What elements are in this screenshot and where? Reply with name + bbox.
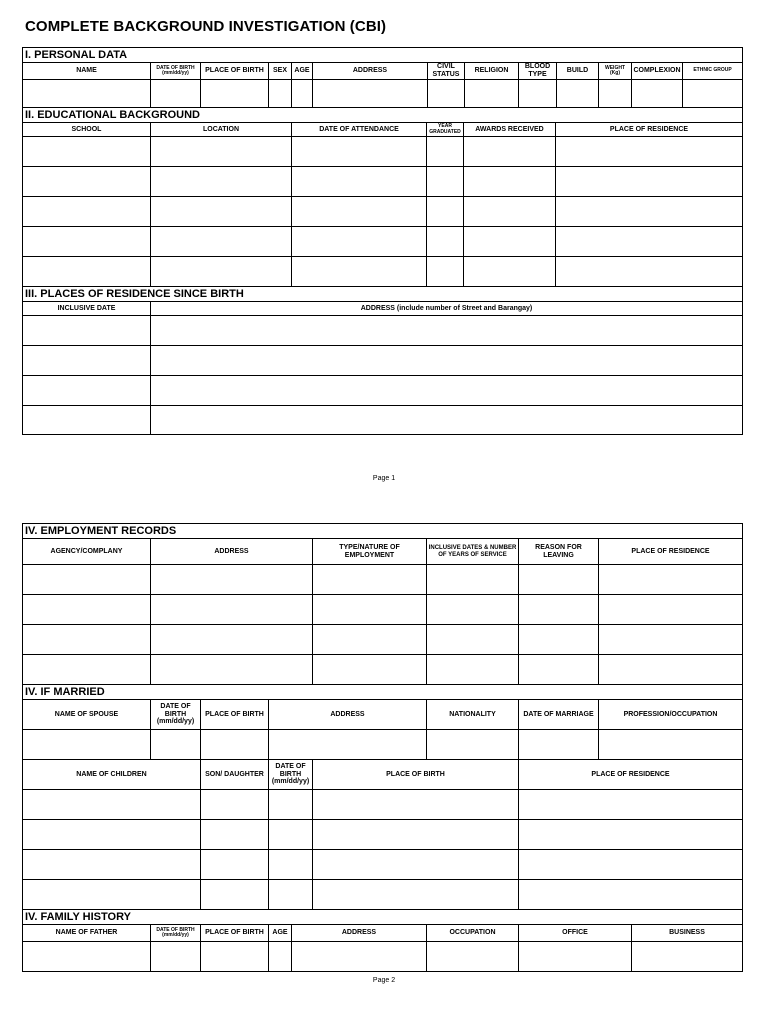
col-place-of-birth: PLACE OF BIRTH <box>201 63 269 79</box>
reason-field[interactable] <box>519 625 599 654</box>
residence-field[interactable] <box>556 137 742 166</box>
spouse-dob-field[interactable] <box>151 730 201 759</box>
col-father-occupation: OCCUPATION <box>427 925 519 941</box>
col-dob: DATE OF BIRTH (mm/dd/yy) <box>151 63 201 79</box>
residence-row <box>23 376 742 406</box>
residence-field[interactable] <box>556 257 742 286</box>
religion-field[interactable] <box>465 80 519 107</box>
col-spouse-address: ADDRESS <box>269 700 427 729</box>
year-graduated-field[interactable] <box>427 137 464 166</box>
col-name-of-spouse: NAME OF SPOUSE <box>23 700 151 729</box>
father-address-field[interactable] <box>292 942 427 971</box>
col-religion: RELIGION <box>465 63 519 79</box>
spouse-address-field[interactable] <box>269 730 427 759</box>
employment-type-field[interactable] <box>313 595 427 624</box>
col-place-of-residence: PLACE OF RESIDENCE <box>609 125 689 133</box>
employment-residence-field[interactable] <box>599 655 742 684</box>
col-nationality: NATIONALITY <box>427 700 519 729</box>
residence-address-field[interactable] <box>151 376 742 405</box>
section-places-of-residence: III. PLACES OF RESIDENCE SINCE BIRTH <box>23 287 742 302</box>
education-header-row <box>23 123 742 137</box>
year-graduated-field[interactable] <box>427 167 464 196</box>
residence-address-field[interactable] <box>151 406 742 434</box>
child-row <box>23 880 742 910</box>
location-field[interactable] <box>151 167 292 196</box>
location-field[interactable] <box>151 257 292 286</box>
col-father-age: AGE <box>269 925 292 941</box>
col-child-dob: DATE OF BIRTH (mm/dd/yy) <box>269 760 313 789</box>
attendance-field[interactable] <box>292 197 427 226</box>
father-business-field[interactable] <box>632 942 742 971</box>
name-field[interactable] <box>23 80 151 107</box>
reason-field[interactable] <box>519 595 599 624</box>
place-of-birth-field[interactable] <box>201 80 269 107</box>
school-field[interactable] <box>23 227 151 256</box>
section-if-married: IV. IF MARRIED <box>23 685 742 700</box>
child-dob-field[interactable] <box>269 820 313 849</box>
location-field[interactable] <box>151 197 292 226</box>
col-child-place-of-residence: PLACE OF RESIDENCE <box>591 770 670 778</box>
inclusive-date-field[interactable] <box>23 316 151 345</box>
form-title: COMPLETE BACKGROUND INVESTIGATION (CBI) <box>25 18 387 35</box>
section-family-history: IV. FAMILY HISTORY <box>23 910 742 925</box>
col-name: NAME <box>23 63 151 79</box>
employment-address-field[interactable] <box>151 625 313 654</box>
col-age: AGE <box>292 63 313 79</box>
father-place-of-birth-field[interactable] <box>201 942 269 971</box>
page-2-form <box>22 523 743 972</box>
col-father-place-of-birth: PLACE OF BIRTH <box>201 925 269 941</box>
employment-address-field[interactable] <box>151 655 313 684</box>
employment-type-field[interactable] <box>313 655 427 684</box>
location-field[interactable] <box>151 137 292 166</box>
employment-row <box>23 595 742 625</box>
col-reason-for-leaving: REASON FOR LEAVING <box>519 539 599 564</box>
attendance-field[interactable] <box>292 137 427 166</box>
col-employment-residence: PLACE OF RESIDENCE <box>631 547 710 555</box>
inclusive-date-field[interactable] <box>23 346 151 375</box>
agency-field[interactable] <box>23 655 151 684</box>
attendance-field[interactable] <box>292 167 427 196</box>
col-father-office: OFFICE <box>519 925 632 941</box>
col-agency-company: AGENCY/COMPLANY <box>23 539 151 564</box>
child-residence-field[interactable] <box>519 820 742 849</box>
child-row <box>23 790 742 820</box>
attendance-field[interactable] <box>292 227 427 256</box>
col-complexion: COMPLEXION <box>632 63 683 79</box>
col-father-dob: DATE OF BIRTH (mm/dd/yy) <box>151 925 201 941</box>
education-row <box>23 167 742 197</box>
col-address: ADDRESS <box>313 63 428 79</box>
father-office-field[interactable] <box>519 942 632 971</box>
child-row <box>23 820 742 850</box>
complexion-field[interactable] <box>632 80 683 107</box>
employment-type-field[interactable] <box>313 565 427 594</box>
education-row <box>23 257 742 287</box>
col-spouse-place-of-birth: PLACE OF BIRTH <box>201 700 269 729</box>
year-graduated-field[interactable] <box>427 227 464 256</box>
spouse-header-row <box>23 700 742 730</box>
col-blood-type: BLOOD TYPE <box>519 63 557 79</box>
child-name-field[interactable] <box>23 790 201 819</box>
child-name-field[interactable] <box>23 820 201 849</box>
employment-residence-field[interactable] <box>599 595 742 624</box>
child-name-field[interactable] <box>23 850 201 879</box>
age-field[interactable] <box>292 80 313 107</box>
col-school: SCHOOL <box>23 123 151 136</box>
col-location: LOCATION <box>151 123 292 136</box>
father-dob-field[interactable] <box>151 942 201 971</box>
col-son-daughter: SON/ DAUGHTER <box>201 760 269 789</box>
col-awards-received: AWARDS RECEIVED <box>464 123 556 136</box>
child-row <box>23 850 742 880</box>
family-header-row <box>23 925 742 942</box>
son-daughter-field[interactable] <box>201 820 269 849</box>
col-ethnic-group: ETHNIC GROUP <box>693 67 732 74</box>
father-name-field[interactable] <box>23 942 151 971</box>
employment-residence-field[interactable] <box>599 625 742 654</box>
residence-row <box>23 406 742 434</box>
col-date-of-marriage: DATE OF MARRIAGE <box>519 700 599 729</box>
child-residence-field[interactable] <box>519 790 742 819</box>
attendance-field[interactable] <box>292 257 427 286</box>
residence-field[interactable] <box>556 227 742 256</box>
spouse-place-of-birth-field[interactable] <box>201 730 269 759</box>
residence-row <box>23 316 742 346</box>
spouse-row <box>23 730 742 760</box>
col-spouse-dob: DATE OF BIRTH (mm/dd/yy) <box>151 700 201 729</box>
profession-field[interactable] <box>599 730 742 759</box>
father-occupation-field[interactable] <box>427 942 519 971</box>
child-dob-field[interactable] <box>269 850 313 879</box>
employment-type-field[interactable] <box>313 625 427 654</box>
section-personal-data: I. PERSONAL DATA <box>23 48 742 63</box>
year-graduated-field[interactable] <box>427 197 464 226</box>
father-age-field[interactable] <box>269 942 292 971</box>
sex-field[interactable] <box>269 80 292 107</box>
employment-row <box>23 625 742 655</box>
col-name-of-father: NAME OF FATHER <box>23 925 151 941</box>
agency-field[interactable] <box>23 565 151 594</box>
education-row <box>23 197 742 227</box>
son-daughter-field[interactable] <box>201 790 269 819</box>
child-residence-field[interactable] <box>519 880 742 909</box>
awards-field[interactable] <box>464 137 556 166</box>
child-place-of-birth-field[interactable] <box>313 820 519 849</box>
child-dob-field[interactable] <box>269 880 313 909</box>
employment-residence-field[interactable] <box>599 565 742 594</box>
civil-status-field[interactable] <box>428 80 465 107</box>
residence-row <box>23 346 742 376</box>
residence-field[interactable] <box>556 197 742 226</box>
col-name-of-children: NAME OF CHILDREN <box>23 760 201 789</box>
agency-field[interactable] <box>23 595 151 624</box>
ethnic-group-field[interactable] <box>683 80 742 107</box>
awards-field[interactable] <box>464 197 556 226</box>
residence-address-field[interactable] <box>151 316 742 345</box>
school-field[interactable] <box>23 257 151 286</box>
col-year-graduated: YEAR GRADUATED <box>427 123 464 136</box>
family-row <box>23 942 742 971</box>
nationality-field[interactable] <box>427 730 519 759</box>
col-type-of-employment: TYPE/NATURE OF EMPLOYMENT <box>313 539 427 564</box>
son-daughter-field[interactable] <box>201 880 269 909</box>
child-name-field[interactable] <box>23 880 201 909</box>
residence-header-row <box>23 302 742 316</box>
date-of-marriage-field[interactable] <box>519 730 599 759</box>
col-father-address: ADDRESS <box>292 925 427 941</box>
col-employment-address: ADDRESS <box>151 539 313 564</box>
location-field[interactable] <box>151 227 292 256</box>
child-dob-field[interactable] <box>269 790 313 819</box>
inclusive-dates-field[interactable] <box>427 625 519 654</box>
agency-field[interactable] <box>23 625 151 654</box>
build-field[interactable] <box>557 80 599 107</box>
employment-header-row <box>23 539 742 565</box>
section-employment-records: IV. EMPLOYMENT RECORDS <box>23 524 742 539</box>
reason-field[interactable] <box>519 565 599 594</box>
personal-data-input-row <box>23 80 742 108</box>
education-row <box>23 227 742 257</box>
inclusive-dates-field[interactable] <box>427 565 519 594</box>
personal-data-header-row <box>23 63 742 80</box>
employment-address-field[interactable] <box>151 595 313 624</box>
residence-address-field[interactable] <box>151 346 742 375</box>
col-build: BUILD <box>557 63 599 79</box>
col-date-of-attendance: DATE OF ATTENDANCE <box>292 123 427 136</box>
col-weight: WEIGHT (Kg) <box>599 63 632 79</box>
col-inclusive-date: INCLUSIVE DATE <box>23 302 151 315</box>
awards-field[interactable] <box>464 227 556 256</box>
child-place-of-birth-field[interactable] <box>313 790 519 819</box>
inclusive-date-field[interactable] <box>23 376 151 405</box>
school-field[interactable] <box>23 137 151 166</box>
col-child-place-of-birth: PLACE OF BIRTH <box>313 760 519 789</box>
page-1-label: Page 1 <box>372 475 396 482</box>
inclusive-dates-field[interactable] <box>427 595 519 624</box>
col-profession: PROFESSION/OCCUPATION <box>623 710 718 718</box>
col-inclusive-dates: INCLUSIVE DATES & NUMBER OF YEARS OF SERVICE <box>427 539 519 564</box>
child-residence-field[interactable] <box>519 850 742 879</box>
inclusive-date-field[interactable] <box>23 406 151 434</box>
spouse-name-field[interactable] <box>23 730 151 759</box>
address-field[interactable] <box>313 80 428 107</box>
school-field[interactable] <box>23 197 151 226</box>
child-place-of-birth-field[interactable] <box>313 850 519 879</box>
dob-field[interactable] <box>151 80 201 107</box>
page-2-label: Page 2 <box>372 977 396 984</box>
awards-field[interactable] <box>464 167 556 196</box>
education-row <box>23 137 742 167</box>
child-place-of-birth-field[interactable] <box>313 880 519 909</box>
awards-field[interactable] <box>464 257 556 286</box>
school-field[interactable] <box>23 167 151 196</box>
col-residence-address: ADDRESS (include number of Street and Barangay) <box>360 304 533 312</box>
inclusive-dates-field[interactable] <box>427 655 519 684</box>
col-sex: SEX <box>269 63 292 79</box>
section-educational-background: II. EDUCATIONAL BACKGROUND <box>23 108 742 123</box>
reason-field[interactable] <box>519 655 599 684</box>
year-graduated-field[interactable] <box>427 257 464 286</box>
col-father-business: BUSINESS <box>669 929 705 937</box>
col-civil-status: CIVIL STATUS <box>428 63 465 79</box>
children-header-row <box>23 760 742 790</box>
weight-field[interactable] <box>599 80 632 107</box>
employment-row <box>23 565 742 595</box>
blood-type-field[interactable] <box>519 80 557 107</box>
page-1-form <box>22 47 743 435</box>
employment-row <box>23 655 742 685</box>
son-daughter-field[interactable] <box>201 850 269 879</box>
residence-field[interactable] <box>556 167 742 196</box>
employment-address-field[interactable] <box>151 565 313 594</box>
